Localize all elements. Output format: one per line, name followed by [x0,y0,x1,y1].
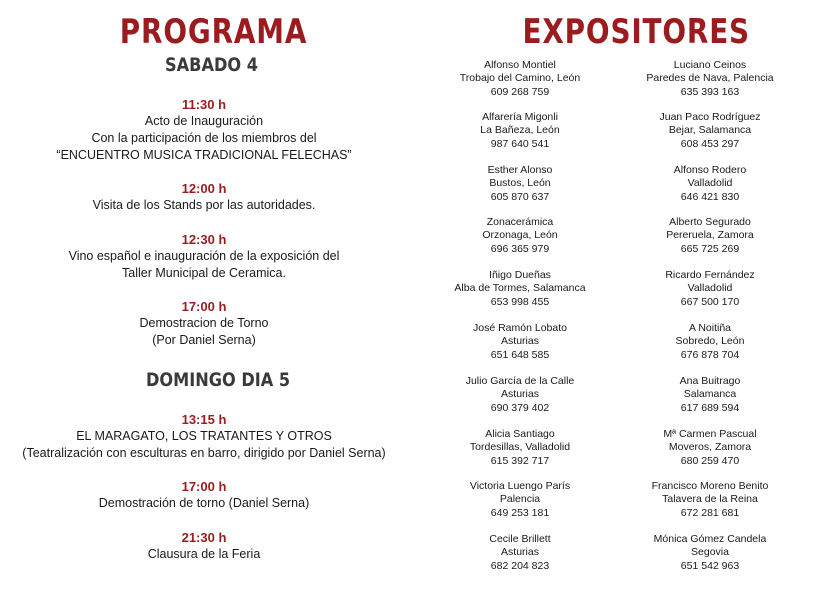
exhibitor-phone: 646 421 830 [680,190,740,203]
exhibitor-name: Victoria Luengo París [469,480,571,492]
exhibitor-phone: 680 259 470 [680,454,740,467]
exhibitor-phone: 987 640 541 [490,137,550,150]
event-line: (Por Daniel Serna) [152,333,256,347]
exhibitor-phone: 635 393 163 [680,85,740,98]
exhibitor-phone: 608 453 297 [680,137,740,150]
event-line: Demostracion de Torno [139,316,269,330]
programa-title: PROGRAMA [119,12,308,52]
event-line: Con la participación de los miembros del [91,131,317,145]
event-line: Taller Municipal de Ceramica. [122,266,286,280]
exhibitor-phone: 676 878 704 [680,348,740,361]
exhibitor-phone: 696 365 979 [490,242,550,255]
exhibitor-place: Asturias [501,335,539,348]
exhibitor-phone: 651 542 963 [680,559,740,572]
exhibitor-name: Francisco Moreno Benito [651,480,769,492]
event-time: 17:00 h [181,299,227,314]
event-time: 12:30 h [181,232,227,247]
exhibitor-place: Valladolid [687,282,733,295]
exhibitor-name: A Noitiña [688,322,732,334]
exhibitor-entry [425,533,615,573]
event-line: Clausura de la Feria [147,547,261,561]
exhibitor-name: Alicia Santiago [485,428,555,440]
exhibitor-place: Segovia [691,546,729,559]
event-time: 21:30 h [181,530,227,545]
exhibitor-name: José Ramón Lobato [473,322,567,334]
exhibitor-entry [425,111,615,151]
exhibitor-name: Zonacerámica [486,216,554,228]
day-heading-domingo: DOMINGO DIA 5 [146,369,291,391]
exhibitor-phone: 653 998 455 [490,295,550,308]
exhibitor-place: Trobajo del Camino, León [459,72,581,85]
event-time: 12:00 h [181,181,227,196]
exhibitor-place: Asturias [501,546,539,559]
exhibitor-place: Moveros, Zamora [668,441,752,454]
exhibitor-entry [615,59,805,99]
exhibitor-name: Juan Paco Rodríguez [659,111,761,123]
exhibitor-place: Valladolid [687,177,733,190]
event-item [0,298,408,349]
event-line: (Teatralización con esculturas en barro, dirigido por Daniel Serna) [22,446,386,460]
event-line: Vino español e inauguración de la exposición del [68,249,340,263]
exhibitor-name: Luciano Ceinos [673,59,747,71]
exhibitor-place: Alba de Tormes, Salamanca [454,282,586,295]
exhibitor-place: La Bañeza, León [480,124,560,137]
event-item [0,96,408,164]
expositores-title: EXPOSITORES [522,12,750,52]
exhibitor-name: Cecile Brillett [489,533,551,545]
exhibitor-entry [425,322,615,362]
exhibitor-entry [615,164,805,204]
exhibitor-place: Paredes de Nava, Palencia [646,72,774,85]
event-time: 11:30 h [181,97,227,112]
day-heading-sabado: SABADO 4 [165,54,258,76]
exhibitor-place: Palencia [499,493,541,506]
exhibitor-entry [425,59,615,99]
exhibitor-name: Ricardo Fernández [665,269,755,281]
exhibitor-entry [425,480,615,520]
exhibitor-place: Tordesillas, Valladolid [469,441,571,454]
exhibitor-entry [615,428,805,468]
exhibitor-phone: 651 648 585 [490,348,550,361]
event-line: Visita de los Stands por las autoridades. [92,198,316,212]
exhibitor-place: Orzonaga, León [482,229,558,242]
exhibitor-entry [615,111,805,151]
exhibitor-phone: 605 870 637 [490,190,550,203]
exhibitor-name: Alfonso Rodero [673,164,747,176]
exhibitor-phone: 682 204 823 [490,559,550,572]
exhibitor-place: Bejar, Salamanca [668,124,752,137]
exhibitor-phone: 649 253 181 [490,506,550,519]
event-line: Demostración de torno (Daniel Serna) [98,496,310,510]
event-item [0,478,408,512]
exhibitor-phone: 609 268 759 [490,85,550,98]
exhibitor-name: Alfarería Migonli [482,111,558,123]
exhibitor-name: Mª Carmen Pascual [663,428,757,440]
exhibitor-phone: 672 281 681 [680,506,740,519]
exhibitor-name: Julio García de la Calle [465,375,575,387]
exhibitor-phone: 615 392 717 [490,454,550,467]
exhibitor-name: Mónica Gómez Candela [653,533,767,545]
event-item [0,411,408,462]
exhibitor-entry [425,428,615,468]
exhibitor-entry [425,269,615,309]
exhibitor-name: Alfonso Montiel [484,59,556,71]
exhibitor-name: Esther Alonso [487,164,553,176]
exhibitor-name: Ana Buitrago [679,375,741,387]
exhibitor-name: Iñigo Dueñas [489,269,551,281]
exhibitor-place: Bustos, León [489,177,551,190]
exhibitor-entry [615,375,805,415]
exhibitor-phone: 665 725 269 [680,242,740,255]
exhibitor-phone: 617 689 594 [680,401,740,414]
event-line: “ENCUENTRO MUSICA TRADICIONAL FELECHAS” [56,148,352,162]
exhibitor-entry [425,375,615,415]
event-item [0,231,408,282]
event-line: EL MARAGATO, LOS TRATANTES Y OTROS [76,429,332,443]
exhibitor-entry [425,164,615,204]
event-time: 17:00 h [181,479,227,494]
event-time: 13:15 h [181,412,227,427]
exhibitor-place: Talavera de la Reina [662,493,758,506]
exhibitor-place: Asturias [501,388,539,401]
exhibitor-entry [615,533,805,573]
exhibitor-place: Pereruela, Zamora [666,229,754,242]
exhibitor-entry [615,216,805,256]
exhibitor-place: Salamanca [683,388,737,401]
exhibitor-entry [615,269,805,309]
exhibitor-entry [425,216,615,256]
exhibitor-entry [615,480,805,520]
event-item [0,529,408,563]
exhibitor-name: Alberto Segurado [669,216,751,228]
exhibitor-phone: 667 500 170 [680,295,740,308]
event-line: Acto de Inauguración [144,114,264,128]
exhibitor-phone: 690 379 402 [490,401,550,414]
event-item [0,180,408,214]
exhibitor-entry [615,322,805,362]
exhibitor-place: Sobredo, León [675,335,745,348]
